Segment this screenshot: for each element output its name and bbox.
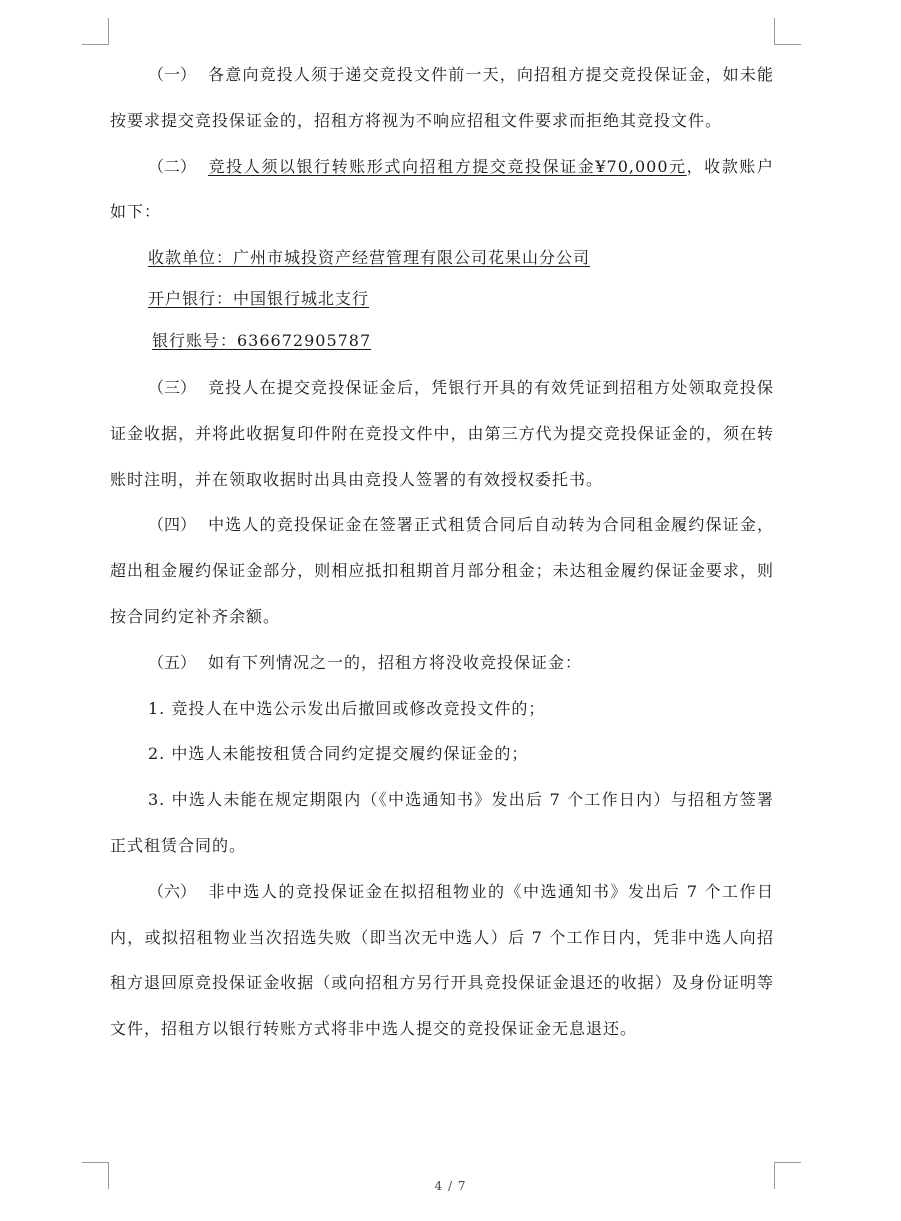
list-item-2: 2. 中选人未能按租赁合同约定提交履约保证金的； <box>148 744 529 764</box>
paragraph-2-tag: （二） <box>148 156 197 176</box>
paragraph-2-underlined: 竞投人须以银行转账形式向招租方提交竞投保证金¥70,000元 <box>208 156 687 176</box>
paragraph-2 <box>110 144 774 236</box>
paragraph-3-tag: （三） <box>148 377 197 397</box>
corner-mark-top-right <box>774 18 801 45</box>
page-number: 4 / 7 <box>434 1179 467 1193</box>
paragraph-6-tag: （六） <box>148 881 197 901</box>
paragraph-4-text: 中选人的竞投保证金在签署正式租赁合同后自动转为合同租金履约保证金，超出租金履约保证金部分，则相应抵扣租期首月部分租金；未达租金履约保证金要求，则按合同约定补齐余额。 <box>110 515 774 626</box>
paragraph-3 <box>110 365 774 502</box>
paragraph-6-text: 非中选人的竞投保证金在拟招租物业的《中选通知书》发出后 7 个工作日内，或拟招租物业当次招选失败（即当次无中选人）后 7 个工作日内，凭非中选人向招租方退回原竞投保证金收据（或向招租方另行开具竞投保证金退还的收据）及身份证明等文件，招租方以银行转账方式将非中选人提交的竞投保证金无息退还。 <box>110 881 774 1039</box>
list-item-1: 1. 竞投人在中选公示发出后撤回或修改竞投文件的； <box>148 698 546 718</box>
account-number <box>110 323 774 359</box>
paragraph-6 <box>110 869 774 1052</box>
paragraph-5 <box>110 640 774 686</box>
corner-mark-top-left <box>82 18 109 45</box>
account-bank <box>110 281 774 317</box>
paragraph-4 <box>110 502 774 639</box>
paragraph-1-tag: （一） <box>148 65 197 84</box>
paragraph-4-tag: （四） <box>148 515 197 535</box>
document-body <box>110 52 774 1052</box>
paragraph-5-text: 如有下列情况之一的，招租方将没收竞投保证金： <box>208 652 583 672</box>
list-item-3: 3. 中选人未能在规定期限内（《中选通知书》发出后 7 个工作日内）与招租方签署正式租赁合同的。 <box>110 790 774 855</box>
account-bank-text: 开户银行：中国银行城北支行 <box>148 288 370 308</box>
account-number-text: 银行账号：636672905787 <box>152 330 372 350</box>
account-payee <box>110 235 774 281</box>
paragraph-2-rest: ，收款账户如下： <box>110 156 774 222</box>
account-payee-text: 收款单位：广州市城投资产经营管理有限公司花果山分公司 <box>148 248 591 268</box>
paragraph-1 <box>110 52 774 144</box>
paragraph-5-tag: （五） <box>148 652 197 672</box>
paragraph-1-text: 各意向竞投人须于递交竞投文件前一天，向招租方提交竞投保证金，如未能按要求提交竞投保证金的，招租方将视为不响应招租文件要求而拒绝其竞投文件。 <box>110 65 774 130</box>
paragraph-3-text: 竞投人在提交竞投保证金后，凭银行开具的有效凭证到招租方处领取竞投保证金收据，并将此收据复印件附在竞投文件中，由第三方代为提交竞投保证金的，须在转账时注明，并在领取收据时出具由竞投人签署的有效授权委托书。 <box>110 377 774 489</box>
